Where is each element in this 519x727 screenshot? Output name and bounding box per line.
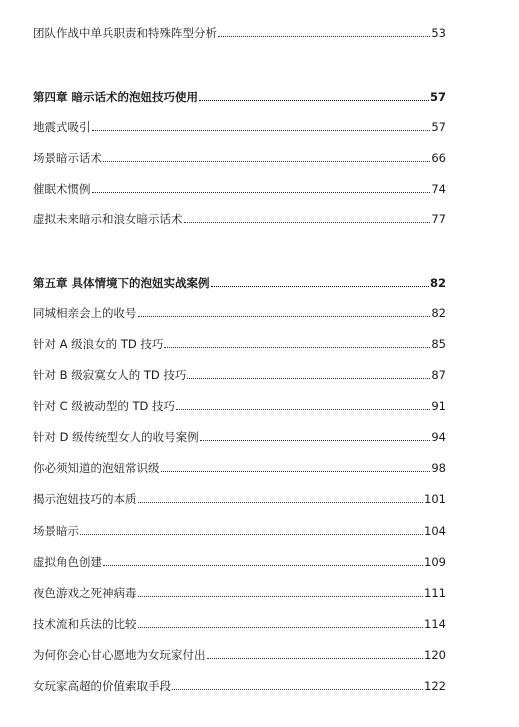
- chapter-heading: [33, 88, 446, 104]
- toc-entry: [33, 553, 446, 569]
- toc-entry-page: 111: [424, 586, 446, 600]
- dot-leader: [200, 440, 431, 441]
- toc-entry-page: 85: [431, 337, 446, 351]
- toc-entry-page: 94: [431, 430, 446, 444]
- toc-entry: [33, 615, 446, 631]
- toc-entry-title: 团队作战中单兵职责和特殊阵型分析: [33, 26, 217, 40]
- toc-entry-page: 109: [424, 555, 446, 569]
- chapter-title: 第四章 暗示话术的泡妞技巧使用: [33, 90, 199, 104]
- toc-entry-page: 87: [431, 368, 446, 382]
- toc-entry-title: 催眠术惯例: [33, 182, 91, 196]
- toc-entry: [33, 366, 446, 382]
- toc-entry-page: 114: [424, 617, 446, 631]
- toc-entry-title: 虚拟角色创建: [33, 555, 102, 569]
- toc-entry-title: 虚拟未来暗示和浪女暗示话术: [33, 212, 183, 226]
- chapter-page: 57: [429, 90, 446, 104]
- toc-entry-title: 针对 B 级寂寞女人的 TD 技巧: [33, 368, 187, 382]
- toc-entry: [33, 397, 446, 413]
- dot-leader: [164, 347, 430, 348]
- toc-entry-title: 为何你会心甘心愿地为女玩家付出: [33, 648, 206, 662]
- toc-entry-page: 77: [431, 212, 446, 226]
- toc-entry: [33, 584, 446, 600]
- dot-leader: [138, 502, 424, 503]
- toc-entry: [33, 428, 446, 444]
- dot-leader: [92, 130, 431, 131]
- dot-leader: [103, 161, 430, 162]
- toc-entry-title: 女玩家高超的价值索取手段: [33, 679, 171, 693]
- dot-leader: [187, 378, 430, 379]
- toc-entry-page: 66: [431, 151, 446, 165]
- toc-entry: [33, 522, 446, 538]
- toc-entry: [33, 335, 446, 351]
- toc-entry: [33, 24, 446, 40]
- toc-entry-title: 同城相亲会上的收号: [33, 306, 137, 320]
- toc-entry: [33, 180, 446, 196]
- toc-entry-page: 53: [431, 26, 446, 40]
- dot-leader: [103, 565, 423, 566]
- dot-leader: [211, 286, 429, 287]
- toc-entry-title: 揭示泡妞技巧的本质: [33, 492, 137, 506]
- toc-entry-page: 82: [431, 306, 446, 320]
- toc-entry-page: 122: [424, 679, 446, 693]
- dot-leader: [161, 471, 431, 472]
- toc-entry: [33, 118, 446, 134]
- toc-entry-page: 57: [431, 120, 446, 134]
- dot-leader: [184, 222, 431, 223]
- chapter-title: 第五章 具体情境下的泡妞实战案例: [33, 276, 210, 290]
- toc-entry-page: 98: [431, 461, 446, 475]
- toc-entry-page: 101: [424, 492, 446, 506]
- toc-entry: [33, 149, 446, 165]
- dot-leader: [172, 689, 423, 690]
- dot-leader: [80, 534, 423, 535]
- dot-leader: [138, 627, 424, 628]
- toc-entry-title: 场景暗示话术: [33, 151, 102, 165]
- chapter-heading: [33, 274, 446, 290]
- toc-entry-title: 场景暗示: [33, 524, 79, 538]
- toc-entry-page: 74: [431, 182, 446, 196]
- toc-entry-page: 91: [431, 399, 446, 413]
- toc-entry: [33, 459, 446, 475]
- dot-leader: [176, 409, 430, 410]
- toc-entry-title: 夜色游戏之死神病毒: [33, 586, 137, 600]
- toc-entry-page: 104: [424, 524, 446, 538]
- toc-entry: [33, 646, 446, 662]
- dot-leader: [218, 36, 430, 37]
- toc-entry-title: 针对 D 级传统型女人的收号案例: [33, 430, 199, 444]
- toc-entry-title: 你必须知道的泡妞常识级: [33, 461, 160, 475]
- toc-entry: [33, 677, 446, 693]
- dot-leader: [199, 100, 429, 101]
- toc-entry-title: 针对 A 级浪女的 TD 技巧: [33, 337, 164, 351]
- toc-entry-page: 120: [424, 648, 446, 662]
- toc-entry: [33, 210, 446, 226]
- toc-entry-title: 地震式吸引: [33, 120, 91, 134]
- toc-entry: [33, 304, 446, 320]
- chapter-page: 82: [429, 276, 446, 290]
- dot-leader: [138, 316, 431, 317]
- dot-leader: [92, 192, 431, 193]
- toc-entry: [33, 490, 446, 506]
- toc-entry-title: 针对 C 级被动型的 TD 技巧: [33, 399, 176, 413]
- dot-leader: [207, 658, 424, 659]
- dot-leader: [138, 596, 424, 597]
- toc-entry-title: 技术流和兵法的比较: [33, 617, 137, 631]
